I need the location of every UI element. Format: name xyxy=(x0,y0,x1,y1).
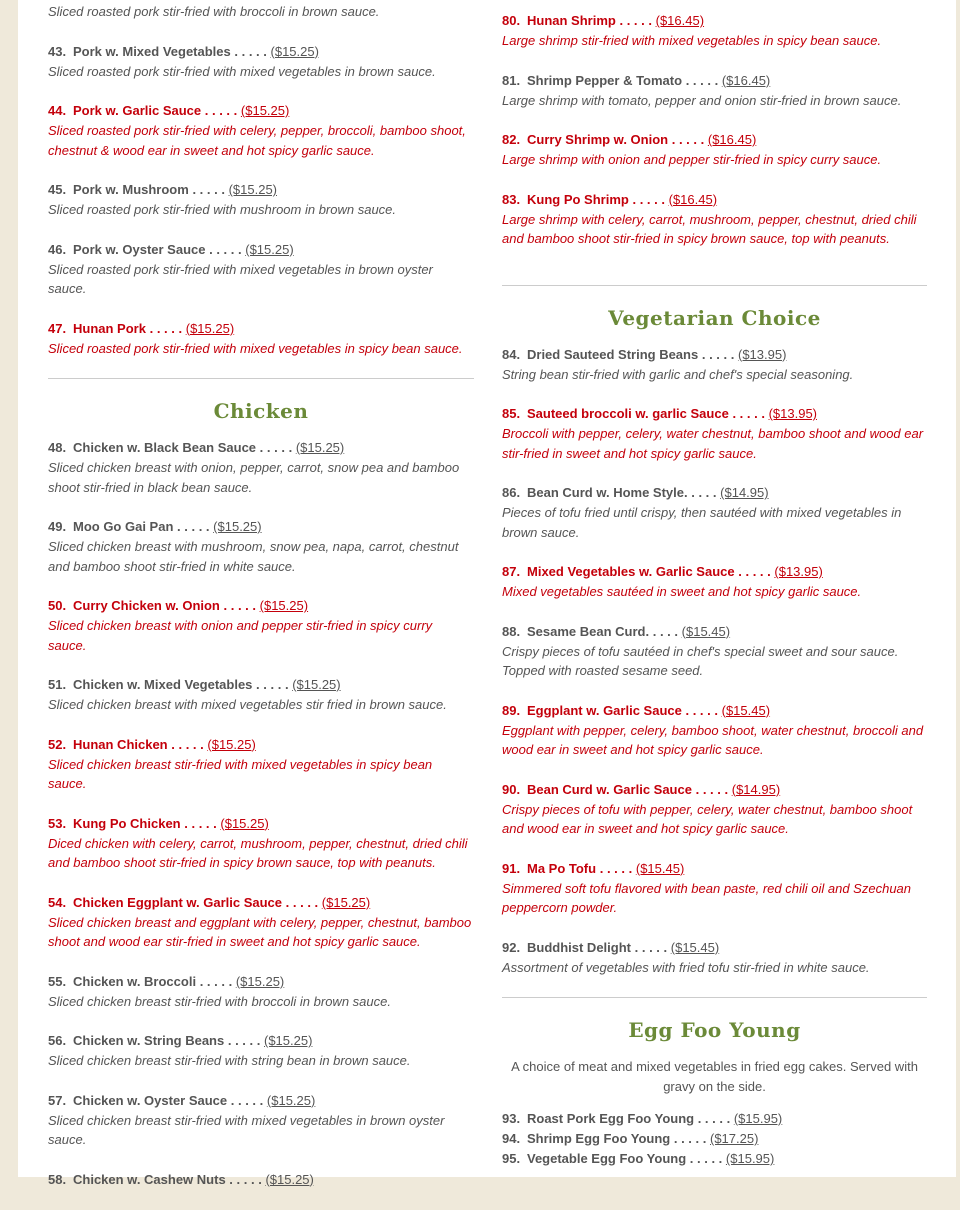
section-title-chicken: Chicken xyxy=(213,399,309,423)
menu-item xyxy=(48,1170,474,1190)
menu-item-dots: . . . . . xyxy=(199,973,233,989)
menu-item-price[interactable]: ($15.25) xyxy=(220,815,269,831)
menu-item xyxy=(502,1129,927,1149)
menu-item-price[interactable]: ($15.25) xyxy=(213,519,262,534)
menu-item-description: Sliced chicken breast stir-fried with string bean in brown sauce. xyxy=(48,1053,411,1068)
menu-item-dots: . . . . . xyxy=(689,1151,723,1166)
menu-item-name: Kung Po Chicken xyxy=(73,815,181,831)
menu-item-price[interactable]: ($13.95) xyxy=(737,346,787,362)
menu-item-description: Large shrimp with celery, carrot, mushroom, pepper, chestnut, dried chili and bamboo shoot stir-fried in spicy brown sauce, top with peanuts. xyxy=(502,211,917,246)
menu-item xyxy=(48,596,474,655)
menu-item-dots: . . . . . xyxy=(685,72,719,88)
menu-item-dots: . . . . . xyxy=(673,1131,707,1146)
menu-item-name: Curry Chicken w. Onion xyxy=(73,598,220,613)
menu-item-dots: . . . . . xyxy=(738,564,771,579)
menu-item-title xyxy=(502,859,927,879)
menu-item-title xyxy=(502,345,927,365)
menu-item-description: Sliced chicken breast stir-fried with broccoli in brown sauce. xyxy=(48,993,391,1009)
menu-item-dots: . . . . . xyxy=(209,241,242,257)
menu-item-description: Large shrimp stir-fried with mixed vegetables in spicy bean sauce. xyxy=(502,33,882,48)
menu-item-title xyxy=(502,130,927,150)
menu-item-description: Sliced roasted pork stir-fried with mixed vegetables in spicy bean sauce. xyxy=(48,340,463,356)
menu-item-price[interactable]: ($13.95) xyxy=(774,564,823,579)
menu-item-name: Sesame Bean Curd. xyxy=(527,623,650,639)
menu-item-dots: . . . . . xyxy=(223,598,257,613)
menu-item-dots: . . . . . xyxy=(192,182,225,197)
menu-item xyxy=(48,972,474,1012)
menu-item-description: Crispy pieces of tofu with pepper, celery, water chestnut, bamboo shoot and wood ear in sweet and hot spicy garlic sauce. xyxy=(502,801,913,836)
menu-item-price[interactable]: ($16.45) xyxy=(655,13,705,28)
menu-item-name: Hunan Pork xyxy=(73,320,146,336)
menu-item-description: Sliced chicken breast stir-fried with mixed vegetables in brown oyster sauce. xyxy=(48,1112,445,1147)
menu-item-price[interactable]: ($17.25) xyxy=(710,1131,759,1146)
menu-item xyxy=(48,319,474,359)
menu-item-number: 80. xyxy=(502,13,521,28)
menu-item-description: Diced chicken with celery, carrot, mushroom, pepper, chestnut, dried chili and bamboo shoot stir-fried in spicy brown sauce, top with peanuts. xyxy=(48,835,468,870)
menu-item xyxy=(502,345,927,385)
section-title-egg-foo-young: Egg Foo Young xyxy=(628,1018,801,1042)
menu-item-price[interactable]: ($15.95) xyxy=(725,1151,775,1166)
menu-item-dots: . . . . . xyxy=(149,320,183,336)
menu-item-title xyxy=(502,1129,927,1149)
menu-item-dots: . . . . xyxy=(691,485,717,500)
menu-item-dots: . . . . . xyxy=(685,702,718,718)
menu-item-name: Chicken w. Cashew Nuts xyxy=(73,1171,226,1187)
menu-item-title xyxy=(48,972,474,992)
menu-item-number: 45. xyxy=(48,182,67,197)
menu-item-title xyxy=(502,483,927,503)
pork-items xyxy=(48,2,474,358)
menu-item xyxy=(502,1109,927,1129)
menu-item-description: Broccoli with pepper, celery, water chestnut, bamboo shoot and wood ear stir-fried in sweet and hot spicy garlic sauce. xyxy=(502,426,924,461)
chicken-section xyxy=(48,397,474,1190)
menu-item-description: Sliced chicken breast stir-fried with mixed vegetables in spicy bean sauce. xyxy=(48,756,433,791)
menu-item-title xyxy=(48,180,474,200)
menu-item-description: Large shrimp with tomato, pepper and onion stir-fried in brown sauce. xyxy=(502,92,902,108)
menu-item-name: Vegetable Egg Foo Young xyxy=(527,1151,687,1166)
menu-item xyxy=(48,240,474,299)
section-intro: A choice of meat and mixed vegetables in fried egg cakes. Served with gravy on the side. xyxy=(511,1059,918,1094)
menu-item-dots: . . . . . xyxy=(671,132,705,147)
menu-item-name: Moo Go Gai Pan xyxy=(73,519,174,534)
menu-item-price[interactable]: ($13.95) xyxy=(768,406,817,421)
menu-item xyxy=(502,11,927,51)
menu-item xyxy=(502,190,927,249)
menu-item-title xyxy=(502,780,927,800)
menu-item xyxy=(48,2,474,22)
menu-item-description: Sliced chicken breast with onion and pepper stir-fried in spicy curry sauce. xyxy=(48,618,433,653)
menu-item-description: Sliced chicken breast with mixed vegetables stir fried in brown sauce. xyxy=(48,697,447,712)
menu-item-dots: . . . . . xyxy=(230,1092,264,1108)
menu-item-price[interactable]: ($15.95) xyxy=(733,1111,783,1126)
menu-item-number: 54. xyxy=(48,894,67,910)
menu-item-dots: . . . . . xyxy=(285,894,319,910)
menu-item-dots: . . . . . xyxy=(634,939,668,955)
menu-item-number: 48. xyxy=(48,440,67,455)
menu-item-price[interactable]: ($15.45) xyxy=(635,860,685,876)
menu-item-dots: . . . . . xyxy=(184,815,217,831)
menu-item-dots: . . . . . xyxy=(227,1033,261,1048)
menu-item-dots: . . . . . xyxy=(599,860,633,876)
menu-item-dots: . . . . . xyxy=(259,440,293,455)
menu-item xyxy=(48,675,474,715)
menu-item-price[interactable]: ($15.45) xyxy=(670,939,720,955)
menu-item-price[interactable]: ($15.25) xyxy=(266,1092,316,1108)
right-column xyxy=(502,11,927,1169)
menu-item-price[interactable]: ($16.45) xyxy=(668,191,718,207)
vegetarian-items xyxy=(502,345,927,978)
menu-item-number: 53. xyxy=(48,815,67,831)
menu-item-dots: . . . . . xyxy=(701,346,735,362)
menu-item-title xyxy=(48,675,474,695)
menu-item-title xyxy=(48,596,474,616)
menu-item xyxy=(48,893,474,952)
menu-item-description: Eggplant with pepper, celery, bamboo shoot, water chestnut, broccoli and wood ear in sweet and hot spicy garlic sauce. xyxy=(502,722,924,757)
menu-item-description: Sliced chicken breast with onion, pepper, carrot, snow pea and bamboo shoot stir-fried in black bean sauce. xyxy=(48,460,460,495)
menu-page xyxy=(18,0,956,1187)
menu-item-price[interactable]: ($15.25) xyxy=(228,182,277,197)
menu-item xyxy=(502,780,927,839)
section-title-vegetarian: Vegetarian Choice xyxy=(608,305,821,330)
menu-item-description: Simmered soft tofu flavored with bean paste, red chili oil and Szechuan peppercorn powder. xyxy=(502,880,912,915)
vegetarian-section xyxy=(502,304,927,978)
menu-item-number: 44. xyxy=(48,103,67,118)
menu-item-number: 95. xyxy=(502,1151,521,1166)
menu-item-name: Chicken w. String Beans xyxy=(73,1033,225,1048)
menu-item xyxy=(48,814,474,873)
menu-item-number: 47. xyxy=(48,320,67,336)
menu-item-number: 85. xyxy=(502,406,521,421)
menu-item-number: 86. xyxy=(502,485,521,500)
menu-item-title xyxy=(48,735,474,755)
menu-item xyxy=(48,101,474,160)
menu-item-name: Eggplant w. Garlic Sauce xyxy=(527,702,682,718)
menu-item-price[interactable]: ($15.25) xyxy=(259,598,309,613)
menu-item xyxy=(502,622,927,681)
menu-item-number: 83. xyxy=(502,191,521,207)
section-divider xyxy=(48,378,474,379)
menu-item-number: 51. xyxy=(48,677,67,692)
menu-item-description: Sliced roasted pork stir-fried with mixed vegetables in brown sauce. xyxy=(48,63,436,79)
menu-item-price[interactable]: ($16.45) xyxy=(707,132,757,147)
menu-item-name: Shrimp Pepper & Tomato xyxy=(527,72,683,88)
menu-item xyxy=(502,1149,927,1169)
menu-item-title xyxy=(502,71,927,91)
menu-item xyxy=(48,1031,474,1071)
menu-item-price[interactable]: ($15.25) xyxy=(292,677,341,692)
menu-item xyxy=(48,735,474,794)
menu-item-description: Assortment of vegetables with fried tofu stir-fried in white sauce. xyxy=(502,959,870,975)
menu-item xyxy=(502,130,927,170)
menu-item-name: Chicken w. Oyster Sauce xyxy=(73,1092,228,1108)
menu-item-price[interactable]: ($15.25) xyxy=(270,43,319,59)
menu-item-title xyxy=(48,240,474,260)
menu-item-number: 43. xyxy=(48,43,67,59)
menu-item-name: Sauteed broccoli w. garlic Sauce xyxy=(527,406,729,421)
menu-item-price[interactable]: ($15.25) xyxy=(240,103,290,118)
menu-item xyxy=(48,180,474,220)
menu-item xyxy=(502,701,927,760)
menu-item-name: Chicken w. Mixed Vegetables xyxy=(73,677,253,692)
menu-item-title xyxy=(502,404,927,424)
menu-item-number: 58. xyxy=(48,1171,67,1187)
menu-item-number: 82. xyxy=(502,132,521,147)
menu-item-description: Crispy pieces of tofu sautéed in chef's special sweet and sour sauce. Topped with roasted sesame seed. xyxy=(502,643,899,678)
menu-item-price[interactable]: ($15.25) xyxy=(321,894,371,910)
menu-item-title xyxy=(48,1091,474,1111)
menu-item-name: Chicken w. Black Bean Sauce xyxy=(73,440,257,455)
menu-item xyxy=(48,42,474,82)
menu-item-title xyxy=(48,517,474,537)
menu-item-title xyxy=(502,701,927,721)
menu-item-price[interactable]: ($15.25) xyxy=(245,241,294,257)
menu-item-name: Ma Po Tofu xyxy=(527,860,597,876)
menu-item-name: Mixed Vegetables w. Garlic Sauce xyxy=(527,564,735,579)
menu-item-dots: . . . . . xyxy=(177,519,210,534)
menu-item-name: Roast Pork Egg Foo Young xyxy=(527,1111,695,1126)
menu-item-name: Chicken w. Broccoli xyxy=(73,973,197,989)
menu-item-title xyxy=(502,562,927,582)
menu-item-title xyxy=(48,42,474,62)
menu-item-description: Sliced chicken breast with mushroom, snow pea, napa, carrot, chestnut and bamboo shoot stir-fried in white sauce. xyxy=(48,539,459,574)
egg-foo-young-items xyxy=(502,1109,927,1169)
menu-item xyxy=(502,71,927,111)
shrimp-items xyxy=(502,11,927,249)
menu-item-name: Bean Curd w. Home Style. xyxy=(527,485,688,500)
menu-item-name: Kung Po Shrimp xyxy=(527,191,629,207)
menu-item-dots: . . . . . xyxy=(256,677,289,692)
menu-item-dots: . . . . . xyxy=(234,43,267,59)
left-column xyxy=(48,2,474,1210)
menu-item-description: Large shrimp with onion and pepper stir-fried in spicy curry sauce. xyxy=(502,152,882,167)
menu-item-title xyxy=(48,893,474,913)
menu-item-price[interactable]: ($15.45) xyxy=(681,623,731,639)
menu-item-title xyxy=(48,319,474,339)
section-divider xyxy=(502,997,927,998)
menu-item-title xyxy=(48,1170,474,1190)
menu-item xyxy=(502,404,927,463)
menu-item-price[interactable]: ($15.25) xyxy=(295,440,345,455)
menu-item-price[interactable]: ($15.25) xyxy=(235,973,285,989)
menu-item xyxy=(502,483,927,542)
menu-item-description: Mixed vegetables sautéed in sweet and hot spicy garlic sauce. xyxy=(502,584,862,599)
menu-item-number: 52. xyxy=(48,736,67,752)
menu-item-description: Sliced roasted pork stir-fried with celery, pepper, broccoli, bamboo shoot, chestnut & wood ear in sweet and hot spicy garlic sauce. xyxy=(48,123,466,158)
menu-item-title xyxy=(502,1149,927,1169)
menu-item-number: 55. xyxy=(48,973,67,989)
menu-item-price[interactable]: ($16.45) xyxy=(721,72,771,88)
menu-item xyxy=(48,438,474,497)
chicken-items xyxy=(48,438,474,1190)
menu-item-title xyxy=(48,814,474,834)
menu-item-description: Pieces of tofu fried until crispy, then sautéed with mixed vegetables in brown sauce. xyxy=(502,505,902,540)
menu-item-title xyxy=(502,1109,927,1129)
menu-item xyxy=(48,517,474,576)
menu-item-number: 50. xyxy=(48,598,67,613)
menu-item-description: Sliced chicken breast and eggplant with celery, pepper, chestnut, bamboo shoot and wood ear stir-fried in sweet and hot spicy garlic sauce. xyxy=(48,914,472,949)
menu-item-dots: . . . . . xyxy=(171,736,204,752)
menu-item-number: 46. xyxy=(48,241,67,257)
menu-item-name: Chicken Eggplant w. Garlic Sauce xyxy=(73,894,283,910)
menu-item-name: Hunan Chicken xyxy=(73,736,168,752)
menu-item-price[interactable]: ($15.45) xyxy=(721,702,771,718)
menu-item xyxy=(48,1091,474,1150)
menu-item-name: Buddhist Delight xyxy=(527,939,631,955)
menu-item-title xyxy=(502,190,927,210)
menu-item-price[interactable]: ($14.95) xyxy=(720,485,769,500)
menu-item-dots: . . . . xyxy=(652,623,679,639)
menu-item-dots: . . . . . xyxy=(697,1111,731,1126)
menu-item-name: Pork w. Garlic Sauce xyxy=(73,103,202,118)
menu-item-number: 81. xyxy=(502,72,521,88)
menu-item-price[interactable]: ($15.25) xyxy=(185,320,235,336)
menu-item-name: Pork w. Oyster Sauce xyxy=(73,241,206,257)
menu-item-dots: . . . . . xyxy=(695,781,729,797)
menu-item-title xyxy=(502,938,927,958)
menu-item-description: Sliced roasted pork stir-fried with broccoli in brown sauce. xyxy=(48,4,380,19)
menu-item xyxy=(502,562,927,602)
menu-item-name: Hunan Shrimp xyxy=(527,13,616,28)
menu-item-number: 90. xyxy=(502,781,521,797)
menu-item-number: 88. xyxy=(502,623,521,639)
menu-item xyxy=(502,938,927,978)
menu-item-title xyxy=(502,622,927,642)
menu-item-dots: . . . . . xyxy=(229,1171,262,1187)
menu-item-title xyxy=(48,438,474,458)
egg-foo-young-section xyxy=(502,1016,927,1169)
menu-item-name: Shrimp Egg Foo Young xyxy=(527,1131,671,1146)
menu-item-dots: . . . . . xyxy=(732,406,765,421)
menu-item-number: 56. xyxy=(48,1033,67,1048)
menu-item-number: 87. xyxy=(502,564,521,579)
menu-item-title xyxy=(48,101,474,121)
menu-item-number: 91. xyxy=(502,860,521,876)
section-divider xyxy=(502,285,927,286)
menu-item-title xyxy=(502,11,927,31)
menu-item-number: 93. xyxy=(502,1111,521,1126)
menu-item-title xyxy=(48,1031,474,1051)
menu-item-dots: . . . . . xyxy=(632,191,665,207)
menu-item-price[interactable]: ($15.25) xyxy=(264,1033,313,1048)
menu-item xyxy=(502,859,927,918)
menu-item-description: Sliced roasted pork stir-fried with mixed vegetables in brown oyster sauce. xyxy=(48,261,433,296)
menu-item-name: Pork w. Mixed Vegetables xyxy=(73,43,231,59)
menu-item-price[interactable]: ($15.25) xyxy=(265,1171,314,1187)
menu-item-price[interactable]: ($15.25) xyxy=(207,736,256,752)
menu-item-dots: . . . . . xyxy=(204,103,238,118)
menu-item-dots: . . . . . xyxy=(619,13,652,28)
menu-item-name: Dried Sauteed String Beans xyxy=(527,346,699,362)
menu-item-number: 89. xyxy=(502,702,521,718)
menu-item-name: Pork w. Mushroom xyxy=(73,182,189,197)
menu-item-number: 49. xyxy=(48,519,67,534)
menu-item-description: Sliced roasted pork stir-fried with mushroom in brown sauce. xyxy=(48,202,397,217)
menu-item-description: String bean stir-fried with garlic and chef's special seasoning. xyxy=(502,366,854,382)
menu-item-number: 57. xyxy=(48,1092,67,1108)
menu-item-name: Bean Curd w. Garlic Sauce xyxy=(527,781,692,797)
menu-item-number: 92. xyxy=(502,939,521,955)
menu-item-price[interactable]: ($14.95) xyxy=(731,781,781,797)
menu-item-name: Curry Shrimp w. Onion xyxy=(527,132,669,147)
menu-item-number: 94. xyxy=(502,1131,521,1146)
menu-item-number: 84. xyxy=(502,346,521,362)
